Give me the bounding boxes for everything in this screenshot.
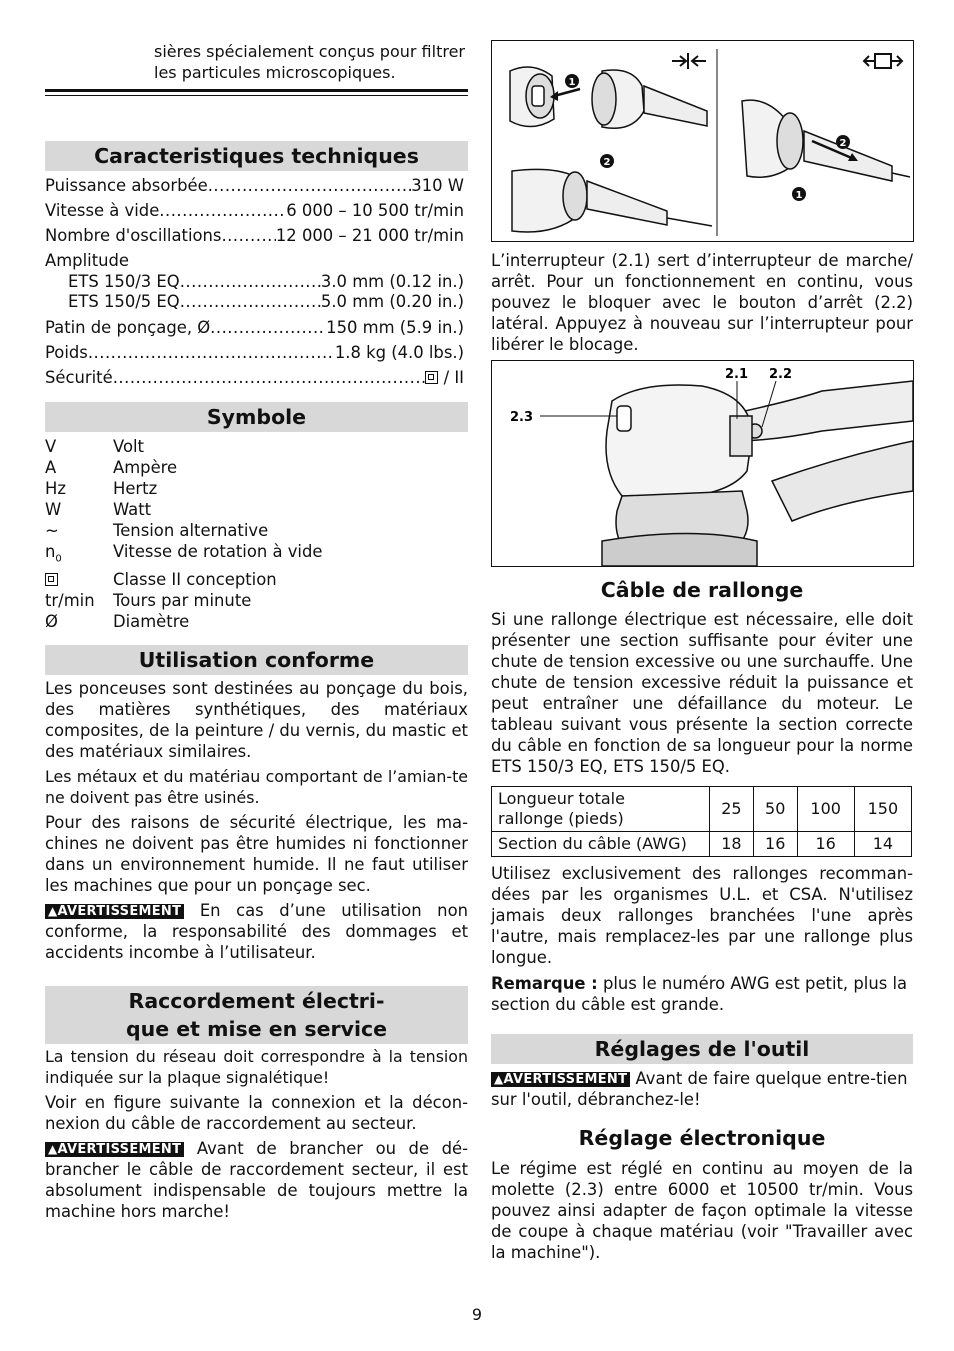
spec-row-security: Sécurité ..... / II [45,365,464,390]
symbol-row: A Ampère [45,458,178,477]
utilisation-p1: Les ponceuses sont destinées au ponçage du bois, des matières synthétiques, des matériaux composites, de la peinture / du vernis, du mastic et des matériaux similaires. [45,679,468,761]
cable-p1: Si une rallonge électrique est nécessaire, elle doit présenter une section suffisante pour éviter une chute de tension excessive ou une surchauffe. Une chute de tension excessive réduit la puissance et peut entraîner une défaillance du moteur. Le tableau suivant vous présente la section correcte du câble en fonction de sa longueur pour la norme ETS 150/3 EQ, ETS 150/5 EQ. [491,610,913,776]
utilisation-p3: Pour des raisons de sécurité électrique, les ma-chines ne doivent pas être humides ni fonctionner dans un environnement humide. Il ne faut utiliser les machines que pour un ponçage sec. [45,813,468,895]
intro-fragment [154,41,468,83]
spec-row-power: Puissance absorbée ..... 310 W [45,173,464,198]
symbol-row: tr/min Tours par minute [45,591,252,611]
raccordement-p3: Avant de brancher ou de dé-brancher le câble de raccordement secteur, il est absolument indispensable de toujours mettre la machine hors marche! [45,1139,468,1221]
cable-section-header: Section du câble (AWG) [492,832,710,857]
table-cell: 100 [797,787,854,832]
plug-connection-illustration [492,41,913,241]
reglage-electronique-heading: Réglage électronique [578,1126,826,1150]
table-cell: 16 [753,832,797,857]
label-2-1: 2.1 [725,367,749,382]
spec-amplitude-label: Amplitude [45,251,129,270]
spec-row-pad: Patin de ponçage, Ø ..... 150 mm (5.9 in.) [45,315,464,340]
intro-line-1: sières spécialement conçus pour filtrer [154,42,465,61]
symbol-row: V Volt [45,437,144,456]
spec-row-oscillations: Nombre d'oscillations ..... 12 000 – 21 000 tr/min [45,223,464,248]
spec-row-amp-5: ETS 150/5 EQ ..... 5.0 mm (0.20 in.) [45,292,464,312]
plug-connection-figure [491,40,914,242]
raccordement-p2: Voir en figure suivante la connexion et la décon-nexion du câble de raccordement au secteur. [45,1093,468,1133]
reglages-heading: Réglages de l'outil [491,1034,913,1064]
section-rule-thin [45,95,468,96]
sander-figure [491,360,914,567]
step-2-label-right: 2 [839,138,847,149]
label-2-2: 2.2 [769,367,793,382]
symbol-row: Classe II conception [45,569,468,590]
sander-illustration [492,361,913,566]
table-row [492,832,912,857]
class-ii-icon [425,371,438,384]
cable-heading: Câble de rallonge [600,578,804,602]
tech-heading: Caracteristiques techniques [45,141,468,171]
cable-body-2 [491,863,913,1015]
table-cell: 150 [854,787,911,832]
warning-triangle-icon: ▲ [48,904,58,918]
warning-badge: ▲AVERTISSEMENT [45,1142,184,1157]
intro-line-2: les particules microscopiques. [154,63,396,82]
disconnect-icon [864,54,902,68]
step-1-label: 1 [568,77,576,88]
cable-p2: Utilisez exclusivement des rallonges recomman-dées par les organismes U.L. et CSA. N'utilisez jamais deux rallonges branchées l'une après l'autre, mais remplacez-les par une rallonge plus longue. [491,864,913,967]
tech-specs [45,173,464,390]
symbol-row: Ø Diamètre [45,612,190,632]
spec-row-weight: Poids ..... 1.8 kg (4.0 lbs.) [45,340,464,365]
utilisation-body [45,678,468,963]
interrupteur-text: L’interrupteur (2.1) sert d’interrupteur de marche/ arrêt. Pour un fonctionnement en continu, vous pouvez le bloquer avec le bouton d’arrêt (2.2) latéral. Appuyez à nouveau sur l’interrupteur pour libérer le blocage. [491,251,913,354]
symbol-row: W Watt [45,500,152,519]
symbol-list [45,436,468,632]
section-rule-thick [45,89,468,92]
label-2-3: 2.3 [510,410,534,425]
table-row [492,787,912,832]
step-1-label-right: 1 [795,190,803,201]
symbol-row: $n_0$ Vitesse de rotation à vide [45,542,323,565]
raccordement-p3-wrap [45,1138,468,1222]
table-cell: 18 [710,832,754,857]
utilisation-heading: Utilisation conforme [45,645,468,675]
symbole-heading: Symbole [45,402,468,432]
warning-triangle-icon: ▲ [48,1142,58,1156]
utilisation-p4: En cas d’une utilisation non conforme, la responsabilité des dommages et accidents incombe à l’utilisateur. [45,901,468,962]
class-ii-icon [45,573,58,586]
cable-table [491,786,912,857]
utilisation-p2: Les métaux et du matériau comportant de l’amian-te ne doivent pas être usinés. [45,767,468,807]
cable-remark: Remarque : plus le numéro AWG est petit, plus la section du câble est grande. [491,974,908,1014]
table-cell: 14 [854,832,911,857]
table-cell: 25 [710,787,754,832]
symbol-row: Hz Hertz [45,479,158,498]
reglages-warning: ▲AVERTISSEMENT Avant de faire quelque entre-tien sur l'outil, débranchez-le! [491,1069,908,1109]
spec-row-speed: Vitesse à vide ..... 6 000 – 10 500 tr/min [45,198,464,223]
page-number: 9 [471,1305,483,1324]
warning-triangle-icon: ▲ [494,1072,504,1086]
connect-icon [672,53,706,69]
raccordement-p1: La tension du réseau doit correspondre à la tension indiquée sur la plaque signalétique! [45,1047,468,1087]
raccordement-heading: Raccordement électri- que et mise en service [45,986,468,1044]
symbol-row: ~ Tension alternative [45,521,269,540]
warning-badge: ▲AVERTISSEMENT [45,904,184,919]
table-cell: 16 [797,832,854,857]
table-cell: 50 [753,787,797,832]
raccordement-body [45,1046,468,1222]
spec-row-amp-3: ETS 150/3 EQ ..... 3.0 mm (0.12 in.) [45,272,464,292]
warning-badge: ▲AVERTISSEMENT [491,1072,630,1087]
reglage-electronique-text: Le régime est réglé en continu au moyen de la molette (2.3) entre 6000 et 10500 tr/min. Vous pouvez ainsi adapter de façon optimale la vitesse de coupe à chaque matériau (voir "Travailler avec la machine"). [491,1159,913,1262]
step-2-label: 2 [603,157,611,168]
cable-length-header: Longueur totale rallonge (pieds) [492,787,710,832]
utilisation-p4-wrap [45,900,468,963]
